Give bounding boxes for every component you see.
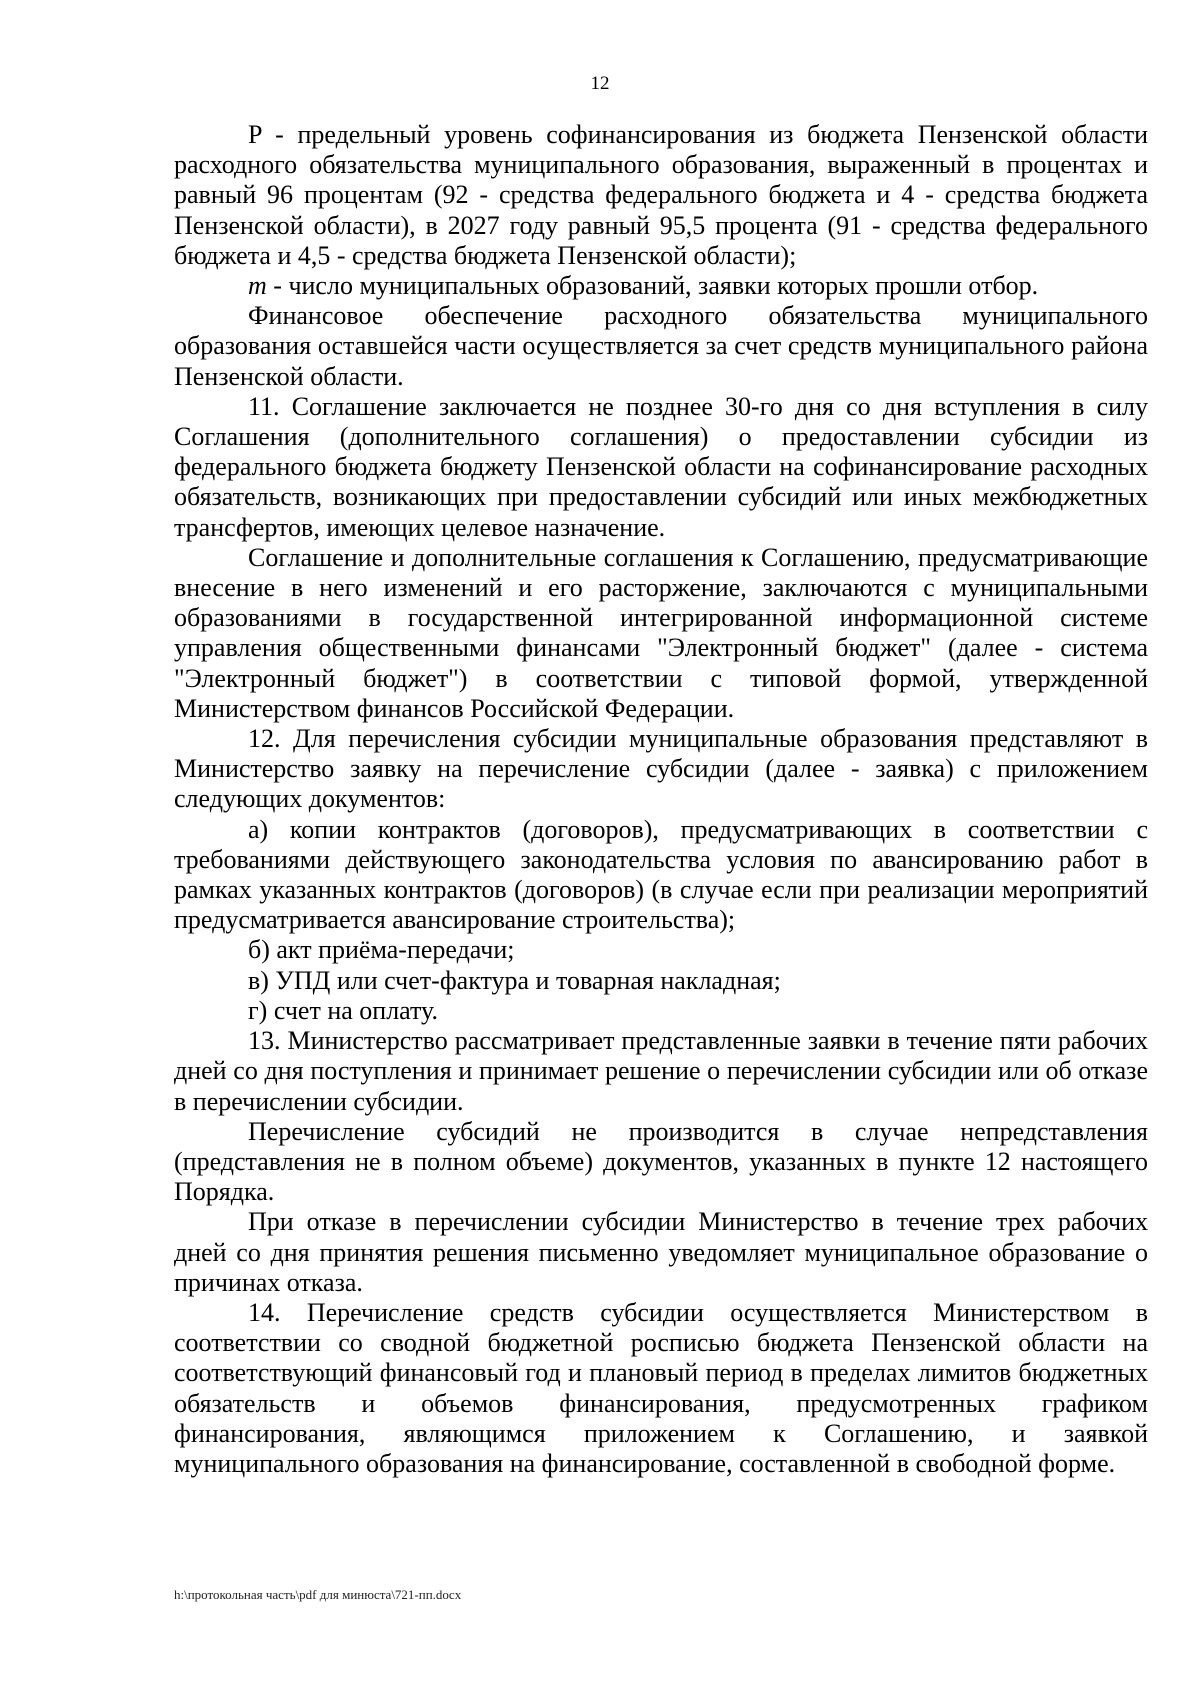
- paragraph-item-12: 12. Для перечисления субсидии муниципальные образования представляют в Министерство заявку на перечисление субсидии (далее - заявка) с приложением следующих документов:: [174, 724, 1148, 814]
- paragraph-financing: Финансовое обеспечение расходного обязательства муниципального образования оставшейся части осуществляется за счет средств муниципального района Пензенской области.: [174, 301, 1148, 391]
- paragraph-non-payment: Перечисление субсидий не производится в случае непредставления (представления не в полном объеме) документов, указанных в пункте 12 настоящего Порядка.: [174, 1116, 1148, 1207]
- paragraph-item-12-b: б) акт приёма-передачи;: [248, 935, 515, 965]
- paragraph-agreement: Соглашение и дополнительные соглашения к Соглашению, предусматривающие внесение в него изменений и его расторжение, заключаются с муниципальными образованиями в государственной интегрированной информационной системе управления общественными финансами "Электронный бюджет" (далее - система "Электронный бюджет") в соответствии с типовой формой, утвержденной Министерством финансов Российской Федерации.: [174, 542, 1148, 723]
- paragraph-limit-level: P - предельный уровень софинансирования из бюджета Пензенской области расходного обязательства муниципального образования, выраженный в процентах и равный 96 процентам (92 - средства федерального бюджета и 4 - средства бюджета Пензенской области), в 2027 году равный 95,5 процента (91 - средства федерального бюджета и 4,5 - средства бюджета Пензенской области);: [174, 120, 1148, 270]
- paragraph-item-14: 14. Перечисление средств субсидии осуществляется Министерством в соответствии со сводной бюджетной росписью бюджета Пензенской области на соответствующий финансовый год и плановый период в пределах лимитов бюджетных обязательств и объемов финансирования, предусмотренных графиком финансирования, являющимся приложением к Соглашению, и заявкой муниципального образования на финансирование, составленной в свободной форме.: [174, 1297, 1148, 1478]
- paragraph-item-12-d: г) счет на оплату.: [248, 995, 438, 1025]
- paragraph-item-12-a: а) копии контрактов (договоров), предусматривающих в соответствии с требованиями действующего законодательства условия по авансированию работ в рамках указанных контрактов (договоров) (в случае если при реализации мероприятий предусматривается авансирование строительства);: [174, 814, 1148, 935]
- paragraph-refusal: При отказе в перечислении субсидии Министерство в течение трех рабочих дней со дня принятия решения письменно уведомляет муниципальное образование о причинах отказа.: [174, 1207, 1148, 1297]
- paragraph-m-definition: [174, 271, 1148, 301]
- paragraph-m-text: - число муниципальных образований, заявки которых прошли отбор.: [266, 271, 1039, 301]
- footer-file-path: h:\протокольная часть\pdf для минюста\721-пп.docx: [174, 1587, 462, 1602]
- paragraph-item-12-c: в) УПД или счет-фактура и товарная накладная;: [248, 965, 781, 995]
- paragraph-item-11: 11. Соглашение заключается не позднее 30-го дня со дня вступления в силу Соглашения (дополнительного соглашения) о предоставлении субсидии из федерального бюджета бюджету Пензенской области на софинансирование расходных обязательств, возникающих при предоставлении субсидий или иных межбюджетных трансфертов, имеющих целевое назначение.: [174, 391, 1148, 542]
- page-number: 12: [590, 73, 610, 94]
- paragraph-item-13: 13. Министерство рассматривает представленные заявки в течение пяти рабочих дней со дня поступления и принимает решение о перечислении субсидии или об отказе в перечислении субсидии.: [174, 1026, 1148, 1116]
- document-body: [174, 120, 1148, 1479]
- variable-m: m: [248, 271, 267, 301]
